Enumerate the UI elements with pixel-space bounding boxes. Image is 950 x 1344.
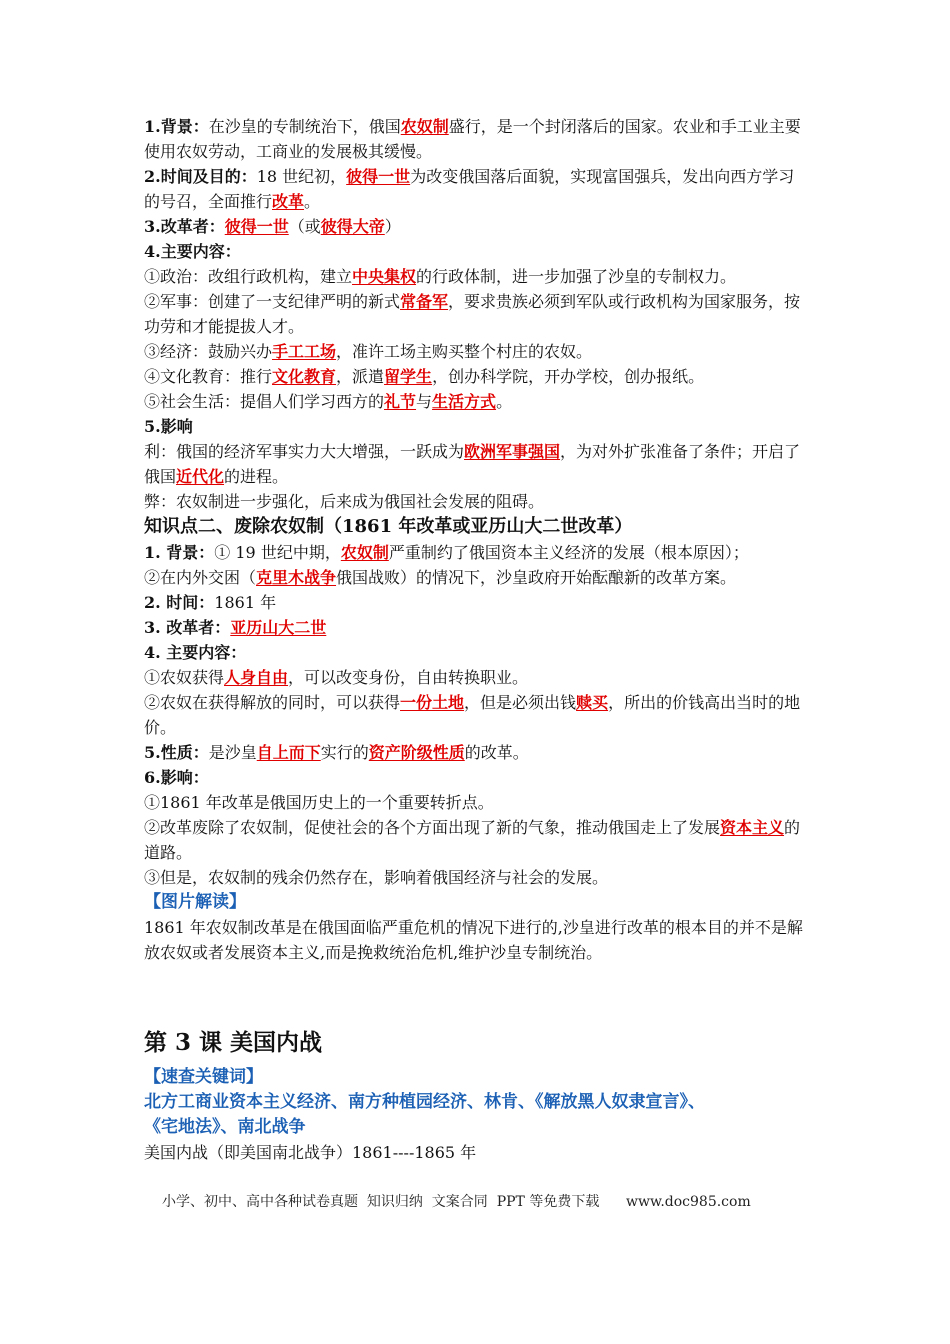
keyword: 资本主义 xyxy=(720,818,785,837)
s1-impact-con: 弊：农奴制进一步强化，后来成为俄国社会发展的阻碍。 xyxy=(144,492,545,511)
keyword: 一份土地 xyxy=(400,693,465,712)
s1-time: 2.时间及目的：18 世纪初，彼得一世为改变俄国落后面貌，实现富国强兵，发出向西方学习的号召，全面推行改革。 xyxy=(144,167,795,211)
keyword: 文化教育 xyxy=(272,367,337,386)
keywords-line-2: 《宅地法》、南北战争 xyxy=(144,1117,306,1137)
keyword: 中央集权 xyxy=(352,267,417,286)
document-body xyxy=(144,114,810,1165)
keyword: 生活方式 xyxy=(432,392,497,411)
keyword: 赎买 xyxy=(576,693,609,712)
keyword: 人身自由 xyxy=(224,668,289,687)
lesson-title: 第 3 课 美国内战 xyxy=(144,1029,323,1056)
keywords-heading: 【速查关键词】 xyxy=(144,1067,263,1087)
s1-impact-label: 5.影响 xyxy=(144,417,193,436)
picture-reading-heading: 【图片解读】 xyxy=(144,892,246,912)
s2-content-2: ②农奴在获得解放的同时，可以获得一份土地，但是必须出钱赎买，所出的价钱高出当时的地价。 xyxy=(144,693,801,737)
s1-content-4: ④文化教育：推行文化教育，派遣留学生，创办科学院，开办学校，创办报纸。 xyxy=(144,367,705,386)
keywords-line-1: 北方工商业资本主义经济、南方种植园经济、林肯、《解放黑人奴隶宣言》、 xyxy=(144,1092,705,1112)
s1-content-label: 4.主要内容： xyxy=(144,242,241,261)
keyword: 资产阶级性质 xyxy=(368,743,465,762)
s1-content-2: ②军事：创建了一支纪律严明的新式常备军，要求贵族必须到军队或行政机构为国家服务，按功劳和才能提拔人才。 xyxy=(144,292,801,336)
s2-content-label: 4. 主要内容： xyxy=(144,643,247,662)
keyword: 农奴制 xyxy=(340,543,389,562)
keyword: 彼得一世 xyxy=(346,167,411,186)
s2-background-2: ②在内外交困（克里木战争俄国战败）的情况下，沙皇政府开始酝酿新的改革方案。 xyxy=(144,568,737,587)
keyword: 农奴制 xyxy=(400,117,449,136)
s2-impact-3: ③但是，农奴制的残余仍然存在，影响着俄国经济与社会的发展。 xyxy=(144,868,609,887)
keyword: 欧洲军事强国 xyxy=(464,442,561,461)
keyword: 彼得一世 xyxy=(224,217,289,236)
keyword: 克里木战争 xyxy=(256,568,337,587)
lesson-intro: 美国内战（即美国南北战争）1861----1865 年 xyxy=(144,1143,477,1162)
keyword: 手工工场 xyxy=(272,342,337,361)
s2-impact-label: 6.影响： xyxy=(144,768,209,787)
s1-content-5: ⑤社会生活：提倡人们学习西方的礼节与生活方式。 xyxy=(144,392,513,411)
s2-reformer: 3. 改革者：亚历山大二世 xyxy=(144,618,327,637)
keyword: 彼得大帝 xyxy=(320,217,385,236)
keyword: 常备军 xyxy=(400,292,449,311)
s2-impact-1: ①1861 年改革是俄国历史上的一个重要转折点。 xyxy=(144,793,494,812)
keyword: 礼节 xyxy=(384,392,417,411)
picture-reading-text: 1861 年农奴制改革是在俄国面临严重危机的情况下进行的,沙皇进行改革的根本目的并不是解放农奴或者发展资本主义,而是挽救统治危机,维护沙皇专制统治。 xyxy=(144,918,803,962)
s1-background: 1.背景：在沙皇的专制统治下，俄国农奴制盛行，是一个封闭落后的国家。农业和手工业主要使用农奴劳动，工商业的发展极其缓慢。 xyxy=(144,117,801,161)
page-footer: 小学、初中、高中各种试卷真题 知识归纳 文案合同 PPT 等免费下载 www.doc985.com xyxy=(162,1194,751,1210)
s1-content-3: ③经济：鼓励兴办手工工场，准许工场主购买整个村庄的农奴。 xyxy=(144,342,593,361)
keyword: 改革 xyxy=(272,192,305,211)
keyword: 亚历山大二世 xyxy=(230,618,327,637)
s1-content-1: ①政治：改组行政机构，建立中央集权的行政体制，进一步加强了沙皇的专制权力。 xyxy=(144,267,737,286)
keyword: 近代化 xyxy=(176,467,225,486)
s2-nature: 5.性质：是沙皇自上而下实行的资产阶级性质的改革。 xyxy=(144,743,529,762)
keyword: 留学生 xyxy=(384,367,433,386)
keyword: 自上而下 xyxy=(256,743,321,762)
s1-impact-pro: 利：俄国的经济军事实力大大增强，一跃成为欧洲军事强国，为对外扩张准备了条件；开启了俄国近代化的进程。 xyxy=(144,442,801,486)
s2-impact-2: ②改革废除了农奴制，促使社会的各个方面出现了新的气象，推动俄国走上了发展资本主义的道路。 xyxy=(144,818,801,862)
s2-background: 1. 背景：① 19 世纪中期，农奴制严重制约了俄国资本主义经济的发展（根本原因）； xyxy=(144,543,749,562)
s2-time: 2. 时间：1861 年 xyxy=(144,593,277,612)
s1-reformer: 3.改革者：彼得一世（或彼得大帝） xyxy=(144,217,401,236)
s2-content-1: ①农奴获得人身自由，可以改变身份，自由转换职业。 xyxy=(144,668,529,687)
section-heading: 知识点二、废除农奴制（1861 年改革或亚历山大二世改革） xyxy=(144,516,633,537)
